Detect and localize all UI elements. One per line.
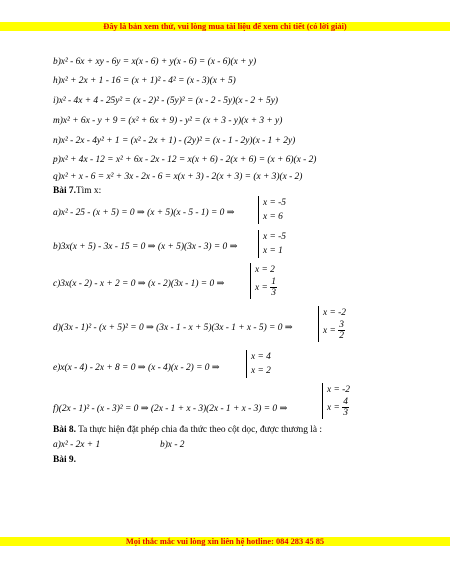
solution-system-c: [250, 263, 277, 299]
solution-root: x = 2: [251, 366, 271, 376]
factor-line: n)x² - 2x - 4y² + 1 = (x² - 2x + 1) - (2y)² = (x - 1 - 2y)(x - 1 + 2y): [53, 136, 296, 146]
solution-root: x = 4: [251, 352, 271, 362]
bai8-label: Bài 8.: [53, 425, 76, 435]
solution-root-fraction: x = $\frac{3}{2}$: [323, 320, 344, 342]
bai8-text: Ta thực hiện đặt phép chia đa thức theo cột dọc, được thương là :: [78, 425, 322, 435]
equation-a: a)x² - 25 - (x + 5) = 0 ⇒ (x + 5)(x - 5 - 1) = 0 ⇒: [53, 208, 235, 218]
bai7-label: Bài 7.: [53, 186, 76, 196]
solution-root: x = 1: [263, 246, 283, 256]
solution-system-d: [318, 306, 346, 342]
factor-line: p)x² + 4x - 12 = x² + 6x - 2x - 12 = x(x + 6) - 2(x + 6) = (x + 6)(x - 2): [53, 155, 317, 165]
bai8-heading: [53, 425, 322, 435]
fraction: $\frac{1}{3}$: [271, 277, 276, 299]
solution-root: x = 6: [263, 212, 283, 222]
bai9-heading: [53, 455, 76, 465]
factor-line: i)x² - 4x + 4 - 25y² = (x - 2)² - (5y)² = (x - 2 - 5y)(x - 2 + 5y): [53, 96, 278, 106]
factor-line: q)x² + x - 6 = x² + 3x - 2x - 6 = x(x + 3) - 2(x + 3) = (x + 3)(x - 2): [53, 172, 303, 182]
factor-line: m)x² + 6x - y + 9 = (x² + 6x + 9) - y² = (x + 3 - y)(x + 3 + y): [53, 116, 283, 126]
solution-root-fraction: x = $\frac{4}{3}$: [327, 397, 348, 419]
factor-line: b)x² - 6x + xy - 6y = x(x - 6) + y(x - 6) = (x - 6)(x + y): [53, 57, 257, 67]
header-banner: Đây là bản xem thử, vui lòng mua tài liệu để xem chi tiết (có lời giải): [0, 22, 450, 31]
solution-root-fraction: x = $\frac{1}{3}$: [255, 277, 276, 299]
fraction: $\frac{4}{3}$: [343, 397, 348, 419]
solution-root: x = -5: [263, 232, 286, 242]
solution-root: x = -5: [263, 198, 286, 208]
factor-line: h)x² + 2x + 1 - 16 = (x + 1)² - 4² = (x - 3)(x + 5): [53, 76, 236, 86]
equation-d: d)(3x - 1)² - (x + 5)² = 0 ⇒ (3x - 1 - x + 5)(3x - 1 + x - 5) = 0 ⇒: [53, 323, 293, 333]
bai7-heading: [53, 186, 101, 196]
solution-root: x = -2: [323, 308, 346, 318]
footer-banner: Mọi thắc mắc vui lòng xin liên hệ hotline: 084 283 45 85: [0, 537, 450, 546]
equation-f: f)(2x - 1)² - (x - 3)² = 0 ⇒ (2x - 1 + x - 3)(2x - 1 + x - 3) = 0 ⇒: [53, 404, 288, 414]
solution-root: x = 2: [255, 265, 275, 275]
equation-c: c)3x(x - 2) - x + 2 = 0 ⇒ (x - 2)(3x - 1) = 0 ⇒: [53, 279, 225, 289]
solution-system-f: [322, 383, 350, 419]
solution-system-e: [246, 350, 271, 378]
bai7-text: Tìm x:: [75, 186, 102, 196]
fraction: $\frac{3}{2}$: [339, 320, 344, 342]
bai8-answer-b: b)x - 2: [160, 440, 185, 450]
bai9-label: Bài 9.: [53, 455, 76, 465]
bai8-answer-a: a)x² - 2x + 1: [53, 440, 101, 450]
solution-system-b: [258, 230, 286, 258]
equation-e: e)x(x - 4) - 2x + 8 = 0 ⇒ (x - 4)(x - 2) = 0 ⇒: [53, 363, 220, 373]
solution-root: x = -2: [327, 385, 350, 395]
solution-system-a: [258, 196, 286, 224]
equation-b: b)3x(x + 5) - 3x - 15 = 0 ⇒ (x + 5)(3x - 3) = 0 ⇒: [53, 242, 238, 252]
